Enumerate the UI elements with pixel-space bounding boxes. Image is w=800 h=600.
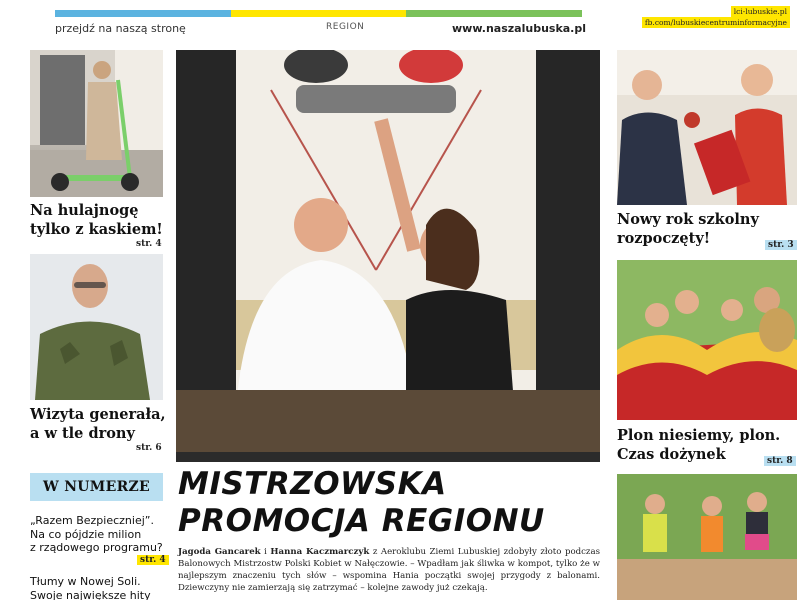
website-tag[interactable]: lci-lubuskie.pl <box>731 6 790 17</box>
headline-line: Nowy rok szkolny <box>617 211 759 228</box>
general-illustration <box>30 254 163 400</box>
page-reference: str. 4 <box>136 239 162 249</box>
lead-author-1: Jagoda Gancarek <box>178 547 261 557</box>
website-url[interactable]: www.naszalubuska.pl <box>452 22 587 35</box>
school-headline[interactable] <box>617 210 759 248</box>
item-line: z rządowego programu? <box>30 541 163 554</box>
school-illustration <box>617 50 797 205</box>
headline-line: Wizyta generała, <box>30 406 166 423</box>
scooter-illustration <box>30 50 163 197</box>
harvest-headline[interactable] <box>617 426 780 464</box>
headline-line: rozpoczęty! <box>617 230 711 247</box>
header-color-bar <box>55 10 582 17</box>
race-illustration <box>617 474 797 600</box>
in-this-issue-item[interactable] <box>30 575 163 600</box>
facebook-tag[interactable]: fb.com/lubuskiecentruminformacyjne <box>642 17 790 28</box>
website-link-text[interactable]: przejdź na naszą stronę <box>55 22 186 35</box>
main-lead-paragraph <box>178 546 600 594</box>
harvest-illustration <box>617 260 797 420</box>
headline-line: tylko z kaskiem! <box>30 221 163 238</box>
item-line: Swoje największe hity <box>30 588 151 600</box>
in-this-issue-item[interactable] <box>30 514 163 555</box>
scooter-photo <box>30 50 163 197</box>
headline-line: Plon niesiemy, plon. <box>617 427 781 444</box>
item-line: „Razem Bezpieczniej”. <box>30 514 154 527</box>
general-photo <box>30 254 163 400</box>
color-bar-yellow <box>231 10 407 17</box>
main-headline-line-1[interactable]: MISTRZOWSKA <box>178 466 447 502</box>
page-reference: str. 3 <box>765 240 797 250</box>
item-line: Tłumy w Nowej Soli. <box>30 575 141 588</box>
item-line: Na co pójdzie milion <box>30 527 142 541</box>
headline-line: a w tle drony <box>30 425 135 442</box>
scooter-headline[interactable] <box>30 201 163 239</box>
school-year-photo <box>617 50 797 205</box>
color-bar-green <box>406 10 582 17</box>
color-bar-blue <box>55 10 231 17</box>
balloon-main-photo <box>176 50 600 460</box>
main-photo-bottom-bar <box>176 452 600 462</box>
page-reference: str. 6 <box>136 443 162 453</box>
section-label: REGION <box>326 22 365 32</box>
lead-conjunction: i <box>260 547 271 557</box>
page-reference: str. 4 <box>137 555 169 565</box>
page-reference: str. 8 <box>764 456 796 466</box>
lead-text: z Aeroklubu Ziemi Lubuskiej zdobyły złoto podczas Balonowych Mistrzostw Polski Kobiet w Nałęczowie. – Wpadłam jak śliwka w kompot, tylko że w najlepszym znaczeniu tych słów – wspomina Hania początki swojej przygody z balonami. Dziewczyny nie zamierzają się zatrzymać – kolejne zawody już czekają. <box>178 547 600 593</box>
harvest-festival-photo <box>617 260 797 420</box>
main-headline-line-2[interactable]: PROMOCJA REGIONU <box>178 503 545 539</box>
in-this-issue-label: W NUMERZE <box>30 473 163 501</box>
lead-author-2: Hanna Kaczmarczyk <box>270 547 370 557</box>
headline-line: Na hulajnogę <box>30 202 139 219</box>
running-race-photo <box>617 474 797 600</box>
balloon-illustration <box>176 50 600 460</box>
general-headline[interactable] <box>30 405 166 443</box>
headline-line: Czas dożynek <box>617 446 726 463</box>
